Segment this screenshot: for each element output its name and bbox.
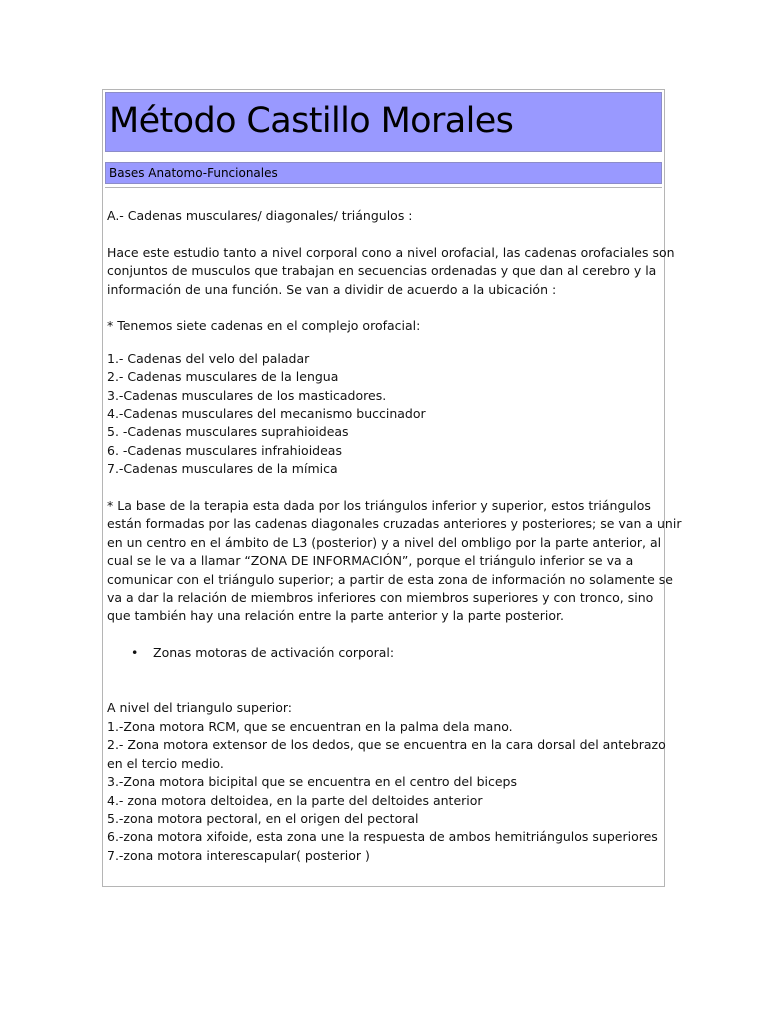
list-item: 6. -Cadenas musculares infrahioideas xyxy=(107,442,342,458)
list-item: en el tercio medio. xyxy=(107,755,224,771)
upper-triangle-heading: A nivel del triangulo superior: xyxy=(107,700,293,716)
list-item: 5.-zona motora pectoral, en el origen del pectoral xyxy=(107,810,419,826)
title-band xyxy=(105,92,662,152)
subtitle-band xyxy=(105,162,662,184)
list-item: 2.- Cadenas musculares de la lengua xyxy=(107,369,339,385)
bullet-text: Zonas motoras de activación corporal: xyxy=(153,645,395,661)
text-line: conjuntos de musculos que trabajan en secuencias ordenadas y que dan al cerebro y la xyxy=(107,263,657,279)
text-line: información de una función. Se van a dividir de acuerdo a la ubicación : xyxy=(107,281,557,297)
document-title: Método Castillo Morales xyxy=(109,101,514,141)
text-line: están formadas por las cadenas diagonales cruzadas anteriores y posteriores; se van a unir xyxy=(107,516,682,532)
list-item: 6.-zona motora xifoide, esta zona une la respuesta de ambos hemitriángulos superiores xyxy=(107,829,658,845)
therapy-paragraph xyxy=(107,497,682,626)
chains-list xyxy=(107,350,661,479)
text-line: cual se le va a llamar “ZONA DE INFORMACIÓN”, porque el triángulo inferior se va a xyxy=(107,553,634,569)
bullet-icon: • xyxy=(131,645,139,661)
list-item: 4.- zona motora deltoidea, en la parte del deltoides anterior xyxy=(107,792,483,808)
bullet-item xyxy=(107,644,661,662)
motor-zones-list xyxy=(107,718,666,865)
separator-line xyxy=(105,187,662,188)
list-item: 4.-Cadenas musculares del mecanismo buccinador xyxy=(107,406,426,422)
list-item: 1.-Zona motora RCM, que se encuentran en la palma dela mano. xyxy=(107,718,513,734)
section-a-heading: A.- Cadenas musculares/ diagonales/ triángulos : xyxy=(107,208,413,223)
document-frame xyxy=(102,89,682,887)
document-body xyxy=(107,207,682,865)
list-item: 5. -Cadenas musculares suprahioideas xyxy=(107,424,349,440)
document-subtitle: Bases Anatomo-Funcionales xyxy=(109,166,278,180)
list-item: 2.- Zona motora extensor de los dedos, que se encuentra en la cara dorsal del antebrazo xyxy=(107,737,666,753)
list-item: 3.-Zona motora bicipital que se encuentra en el centro del biceps xyxy=(107,774,517,790)
list-item: 3.-Cadenas musculares de los masticadores. xyxy=(107,387,387,403)
intro-paragraph xyxy=(107,244,675,299)
text-line: va a dar la relación de miembros inferiores con miembros superiores y con tronco, sino xyxy=(107,590,654,606)
chains-intro: * Tenemos siete cadenas en el complejo orofacial: xyxy=(107,318,421,334)
text-line: Hace este estudio tanto a nivel corporal cono a nivel orofacial, las cadenas orofaciales son xyxy=(107,244,675,260)
list-item: 7.-zona motora interescapular( posterior ) xyxy=(107,847,370,863)
list-item: 7.-Cadenas musculares de la mímica xyxy=(107,461,338,477)
text-line: que también hay una relación entre la parte anterior y la parte posterior. xyxy=(107,608,564,624)
list-item: 1.- Cadenas del velo del paladar xyxy=(107,350,310,366)
text-line: * La base de la terapia esta dada por los triángulos inferior y superior, estos triángulos xyxy=(107,498,651,514)
text-line: en un centro en el ámbito de L3 (posterior) y a nivel del ombligo por la parte anterior, al xyxy=(107,534,662,550)
text-line: comunicar con el triángulo superior; a partir de esta zona de información no solamente se xyxy=(107,571,673,587)
